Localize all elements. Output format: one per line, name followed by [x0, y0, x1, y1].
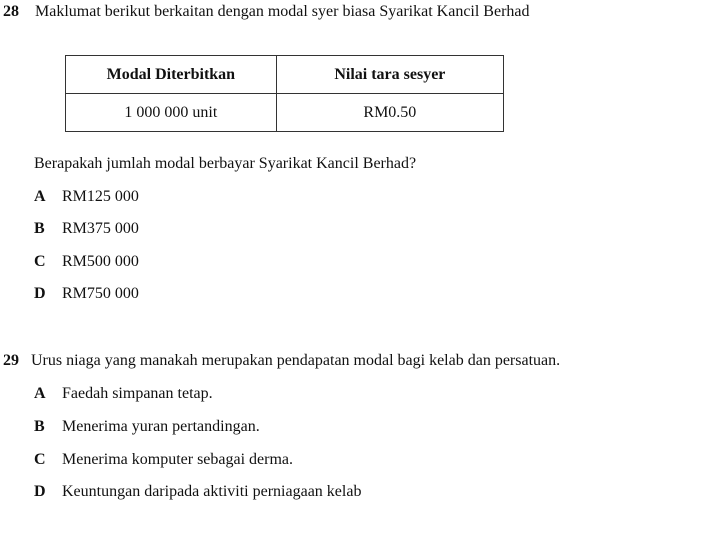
option-letter: C	[34, 253, 46, 270]
option-a	[34, 188, 139, 206]
option-a	[34, 385, 213, 403]
table-cell: RM0.50	[276, 94, 503, 132]
option-letter: D	[34, 483, 46, 500]
option-text: Faedah simpanan tetap.	[62, 385, 213, 402]
share-capital-table	[65, 55, 504, 132]
question-28-stem: Maklumat berikut berkaitan dengan modal syer biasa Syarikat Kancil Berhad	[35, 3, 530, 20]
option-text: RM125 000	[62, 188, 139, 205]
option-b	[34, 418, 260, 436]
option-d	[34, 285, 139, 303]
option-c	[34, 451, 293, 469]
option-c	[34, 253, 139, 271]
option-letter: A	[34, 188, 46, 205]
table-cell: 1 000 000 unit	[66, 94, 277, 132]
option-letter: C	[34, 451, 46, 468]
option-text: Menerima yuran pertandingan.	[62, 418, 260, 435]
option-text: RM500 000	[62, 253, 139, 270]
table-header-cell: Modal Diterbitkan	[66, 56, 277, 94]
option-text: RM750 000	[62, 285, 139, 302]
option-letter: B	[34, 220, 45, 237]
option-letter: D	[34, 285, 46, 302]
option-d	[34, 483, 361, 501]
option-b	[34, 220, 139, 238]
table-row	[66, 94, 504, 132]
question-28-number: 28	[3, 3, 19, 20]
option-text: RM375 000	[62, 220, 139, 237]
question-29-stem: Urus niaga yang manakah merupakan pendapatan modal bagi kelab dan persatuan.	[31, 352, 561, 369]
table-header-row	[66, 56, 504, 94]
option-letter: A	[34, 385, 46, 402]
option-letter: B	[34, 418, 45, 435]
question-28-prompt: Berapakah jumlah modal berbayar Syarikat Kancil Berhad?	[34, 155, 417, 172]
question-29-number: 29	[3, 352, 19, 369]
option-text: Menerima komputer sebagai derma.	[62, 451, 294, 468]
option-text: Keuntungan daripada aktiviti perniagaan kelab	[62, 483, 362, 500]
table-header-cell: Nilai tara sesyer	[276, 56, 503, 94]
